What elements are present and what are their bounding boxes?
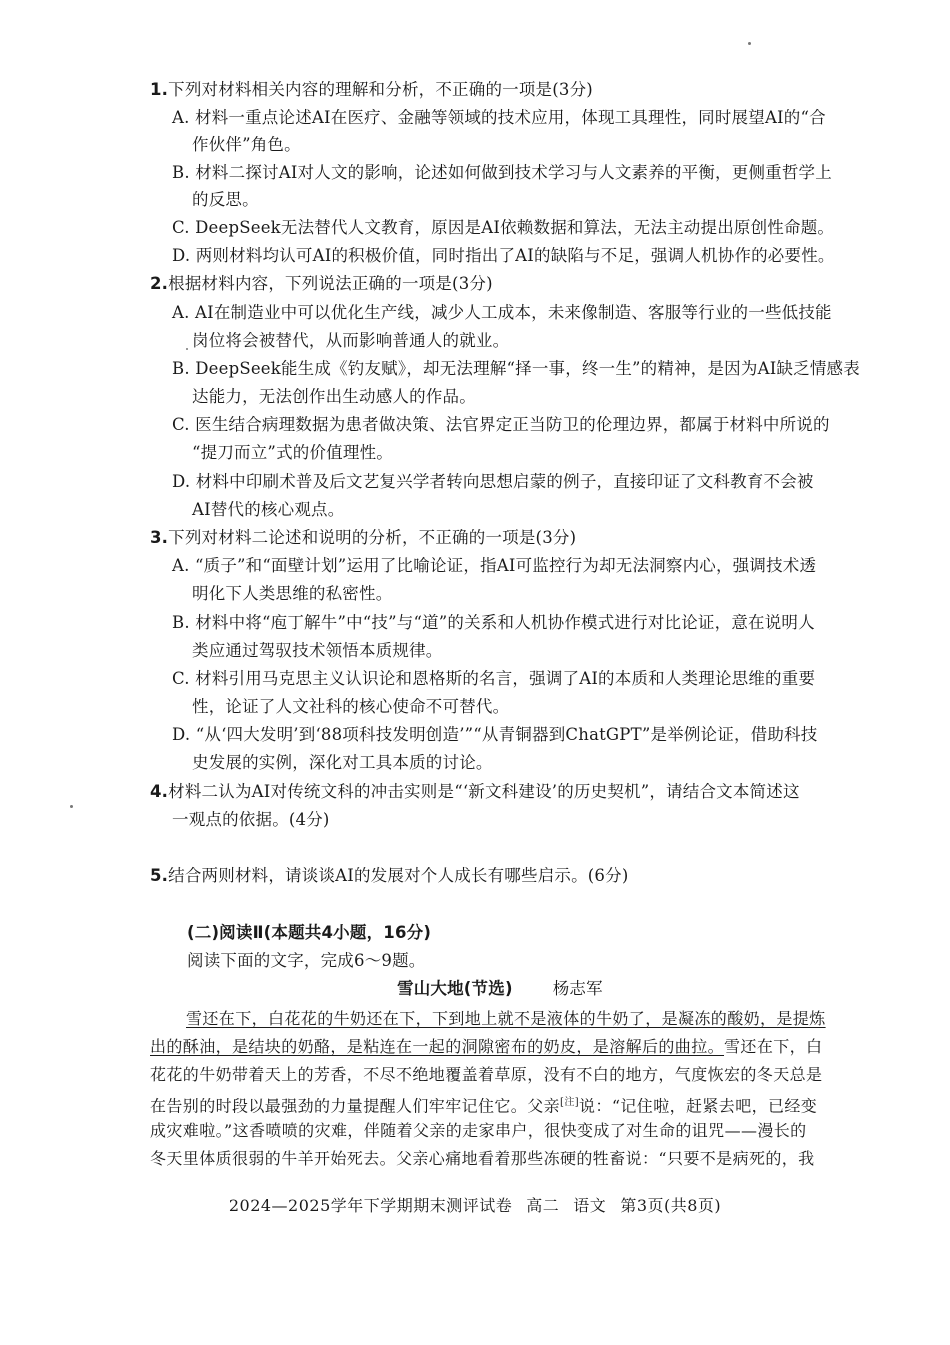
passage-title-line: [397, 978, 603, 1000]
question-5-stem: 5.结合两则材料，请谈谈AI的发展对个人成长有哪些启示。(6分): [150, 866, 629, 885]
question-3-option-d-cont: 史发展的实例，深化对工具本质的讨论。: [192, 753, 493, 772]
question-3-option-b-cont: 类应通过驾驭技术领悟本质规律。: [192, 641, 443, 660]
passage-line-3: 花花的牛奶带着天上的芳香，不尽不绝地覆盖着草原，没有不白的地方，气度恢宏的冬天总是: [150, 1065, 823, 1084]
question-4-stem: 4.材料二认为AI对传统文科的冲击实则是“‘新文科建设’的历史契机”，请结合文本简述这: [150, 782, 800, 801]
question-1-option-d: D. 两则材料均认可AI的积极价值，同时指出了AI的缺陷与不足，强调人机协作的必要性。: [172, 246, 835, 265]
question-3-option-d: D. “从‘四大发明’到‘88项科技发明创造’”“从青铜器到ChatGPT”是举例论证，借助科技: [172, 725, 818, 744]
scan-speck: [70, 805, 73, 808]
passage-line-1: 雪还在下，白花花的牛奶还在下，下到地上就不是液体的牛奶了，是凝冻的酸奶，是提炼: [186, 1009, 826, 1028]
question-3-option-b: B. 材料中将“庖丁解牛”中“技”与“道”的关系和人机协作模式进行对比论证，意在说明人: [172, 613, 815, 632]
question-3-option-a-cont: 明化下人类思维的私密性。: [192, 584, 393, 603]
question-2-option-b-cont: 达能力，无法创作出生动感人的作品。: [192, 387, 476, 406]
page-footer: [0, 1193, 950, 1216]
footer-subject: 语文: [573, 1196, 607, 1215]
question-3-option-c-cont: 性，论证了人文社科的核心使命不可替代。: [192, 697, 510, 716]
footnote-marker: [注]: [560, 1097, 580, 1108]
scan-speck: [748, 42, 751, 45]
footer-exam-title: 2024—2025学年下学期期末测评试卷: [228, 1196, 513, 1215]
question-1-option-a-cont: 作伙伴”角色。: [192, 135, 301, 154]
question-1-option-a: A. 材料一重点论述AI在医疗、金融等领域的技术应用，体现工具理性，同时展望AI的“合: [172, 108, 826, 127]
question-1-option-c: C. DeepSeek无法替代人文教育，原因是AI依赖数据和算法，无法主动提出原创性命题。: [172, 218, 835, 237]
footer-page-number: 第3页(共8页): [620, 1196, 722, 1215]
question-4-stem-cont: 一观点的依据。(4分): [172, 810, 330, 829]
question-1-stem: 1.下列对材料相关内容的理解和分析，不正确的一项是(3分): [150, 80, 593, 99]
question-2-option-d: D. 材料中印刷术普及后文艺复兴学者转向思想启蒙的例子，直接印证了文科教育不会被: [172, 472, 814, 491]
question-2-option-c-cont: “提刀而立”式的价值理性。: [192, 443, 393, 462]
footer-grade: 高二: [526, 1196, 560, 1215]
scan-speck: [186, 348, 188, 350]
question-2-option-d-cont: AI替代的核心观点。: [192, 500, 345, 519]
question-2-option-b: B. DeepSeek能生成《钓友赋》，却无法理解“择一事，终一生”的精神，是因为AI缺乏情感表: [172, 359, 860, 378]
question-2-option-a-cont: 岗位将会被替代，从而影响普通人的就业。: [192, 331, 510, 350]
section-instruction: 阅读下面的文字，完成6～9题。: [187, 951, 426, 970]
passage-line-4: 在告别的时段以最强劲的力量提醒人们牢牢记住它。父亲[注]说：“记住啦，赶紧去吧，已经变: [150, 1096, 818, 1116]
passage-line-6: 冬天里体质很弱的牛羊开始死去。父亲心痛地看着那些冻硬的牲畜说：“只要不是病死的，我: [150, 1149, 815, 1168]
section-heading: (二)阅读Ⅱ(本题共4小题，16分): [187, 923, 432, 942]
question-3-option-a: A. “质子”和“面壁计划”运用了比喻论证，指AI可监控行为却无法洞察内心，强调技术透: [172, 556, 817, 575]
passage-author: 杨志军: [552, 979, 603, 998]
question-2-option-a: A. AI在制造业中可以优化生产线，减少人工成本，未来像制造、客服等行业的一些低技能: [172, 303, 832, 322]
question-2-option-c: C. 医生结合病理数据为患者做决策、法官界定正当防卫的伦理边界，都属于材料中所说的: [172, 415, 830, 434]
passage-line-5: 成灾难啦。”这香喷喷的灾难，伴随着父亲的走家串户，很快变成了对生命的诅咒——漫长的: [150, 1121, 807, 1140]
question-3-option-c: C. 材料引用马克思主义认识论和恩格斯的名言，强调了AI的本质和人类理论思维的重要: [172, 669, 816, 688]
question-2-stem: 2.根据材料内容，下列说法正确的一项是(3分): [150, 274, 493, 293]
question-3-stem: 3.下列对材料二论述和说明的分析，不正确的一项是(3分): [150, 528, 577, 547]
passage-title: 雪山大地(节选): [397, 979, 513, 998]
question-1-option-b: B. 材料二探讨AI对人文的影响，论述如何做到技术学习与人文素养的平衡，更侧重哲学上: [172, 163, 832, 182]
question-1-option-b-cont: 的反思。: [192, 190, 259, 209]
passage-line-2: 出的酥油，是结块的奶酪，是粘连在一起的洞隙密布的奶皮，是溶解后的曲拉。雪还在下，白: [150, 1037, 823, 1056]
